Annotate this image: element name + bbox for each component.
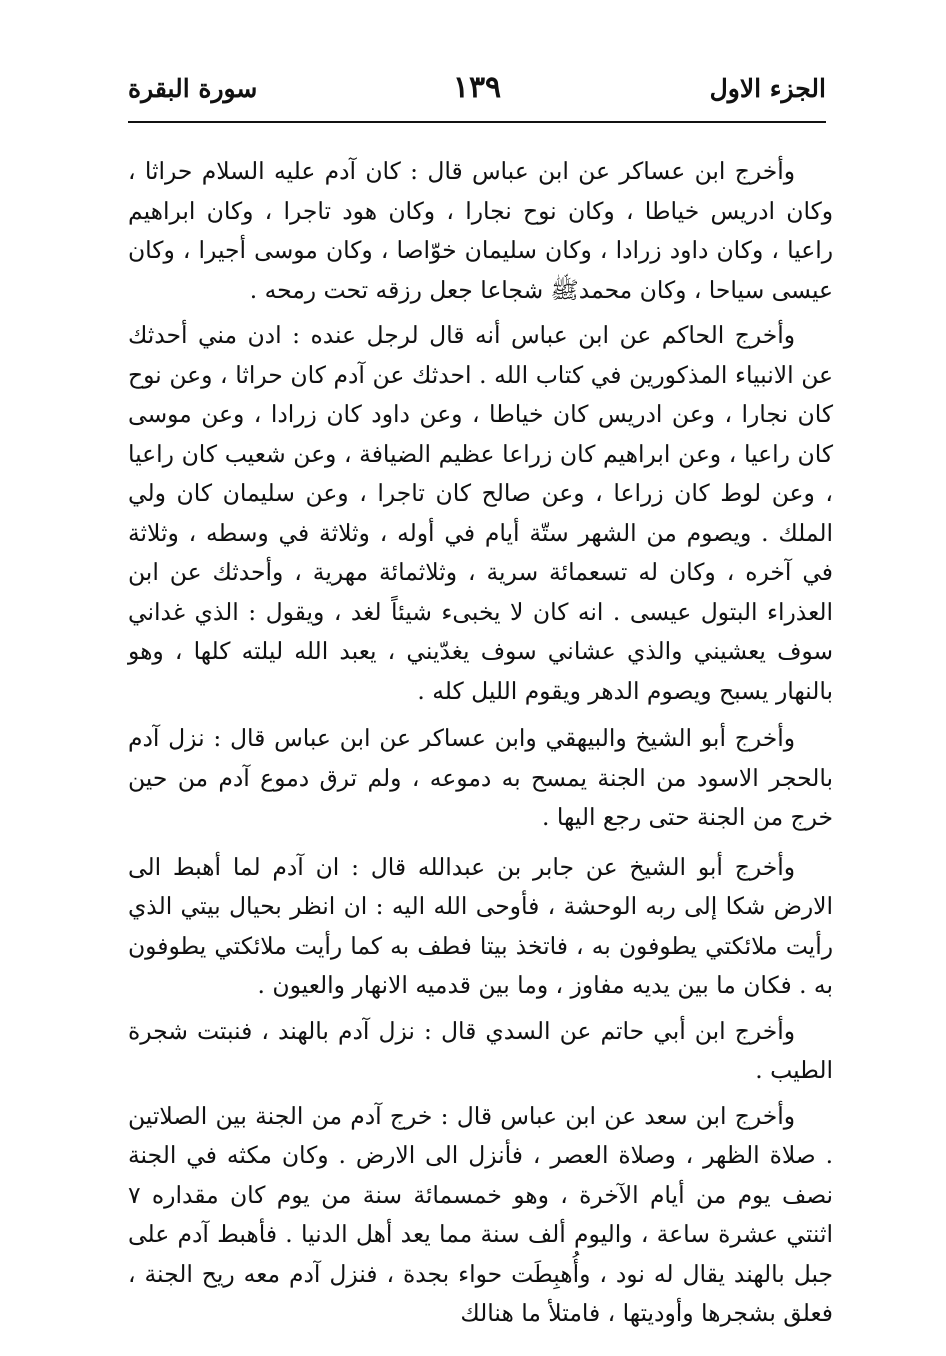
volume-label: الجزء الاول bbox=[709, 74, 826, 103]
paragraph: وأخرج الحاكم عن ابن عباس أنه قال لرجل عنده : ادن مني أحدثك عن الانبياء المذكورين في كتاب الله . احدثك عن آدم كان حراثا ، وعن نوح كان نجارا ، وعن ادريس كان خياطا ، وعن داود كان زرادا ، وعن موسى كان راعيا ، وعن ابراهيم كان زراعا عظيم الضيافة ، وعن شعيب كان راعيا ، وعن لوط كان زراعا ، وعن صالح كان تاجرا ، وعن سليمان كان ولي الملك . ويصوم من الشهر ستّة أيام في أوله ، وثلاثة في وسطه ، وثلاثة في آخره ، وكان له تسعمائة سرية ، وثلاثمائة مهرية ، وأحدثك عن ابن العذراء البتول عيسى . انه كان لا يخبىء شيئاً لغد ، ويقول : الذي غداني سوف يعشيني والذي عشاني سوف يغدّيني ، يعبد الله ليلته كلها ، وهو بالنهار يسبح ويصوم الدهر ويقوم الليل كله . bbox=[128, 321, 833, 705]
header-rule bbox=[128, 121, 826, 123]
page-body bbox=[128, 152, 833, 1340]
surah-title: سورة البقرة bbox=[128, 74, 258, 103]
page-header bbox=[128, 66, 826, 112]
paragraph: وأخرج أبو الشيخ والبيهقي وابن عساكر عن ابن عباس قال : نزل آدم بالحجر الاسود من الجنة يمسح به دموعه ، ولم ترق دموع آدم من حين خرج من الجنة حتى رجع اليها . bbox=[128, 724, 833, 831]
paragraph: وأخرج ابن أبي حاتم عن السدي قال : نزل آدم بالهند ، فنبتت شجرة الطيب . bbox=[128, 1016, 833, 1084]
page-number: ١٣٩ bbox=[452, 70, 502, 105]
paragraph: وأخرج أبو الشيخ عن جابر بن عبدالله قال : ان آدم لما أهبط الى الارض شكا إلى ربه الوحشة ، فأوحى الله اليه : ان انظر بحيال بيتي الذي رأيت ملائكتي يطوفون به ، فاتخذ بيتا فطف به كما رأيت ملائكتي يطوفون به . فكان ما بين يديه مفاوز ، وما بين قدميه الانهار والعيون . bbox=[128, 852, 833, 999]
paragraph: وأخرج ابن سعد عن ابن عباس قال : خرج آدم من الجنة بين الصلاتين . صلاة الظهر ، وصلاة العصر ، فأنزل الى الارض . وكان مكثه في الجنة نصف يوم من أيام الآخرة ، وهو خمسمائة سنة من يوم كان مقداره ٧ اثنتي عشرة ساعة ، واليوم ألف سنة مما يعد أهل الدنيا . فأهبط آدم على جبل بالهند يقال له نود ، وأُهبِطَت حواء بجدة ، فنزل آدم معه ريح الجنة ، فعلق بشجرها وأوديتها ، فامتلأ ما هنالك bbox=[128, 1101, 833, 1327]
paragraph: وأخرج ابن عساكر عن ابن عباس قال : كان آدم عليه السلام حراثا ، وكان ادريس خياطا ، وكان نوح نجارا ، وكان هود تاجرا ، وكان ابراهيم راعيا ، وكان داود زرادا ، وكان سليمان خوّاصا ، وكان موسى أجيرا ، وكان عيسى سياحا ، وكان محمدﷺ شجاعا جعل رزقه تحت رمحه . bbox=[128, 157, 833, 304]
